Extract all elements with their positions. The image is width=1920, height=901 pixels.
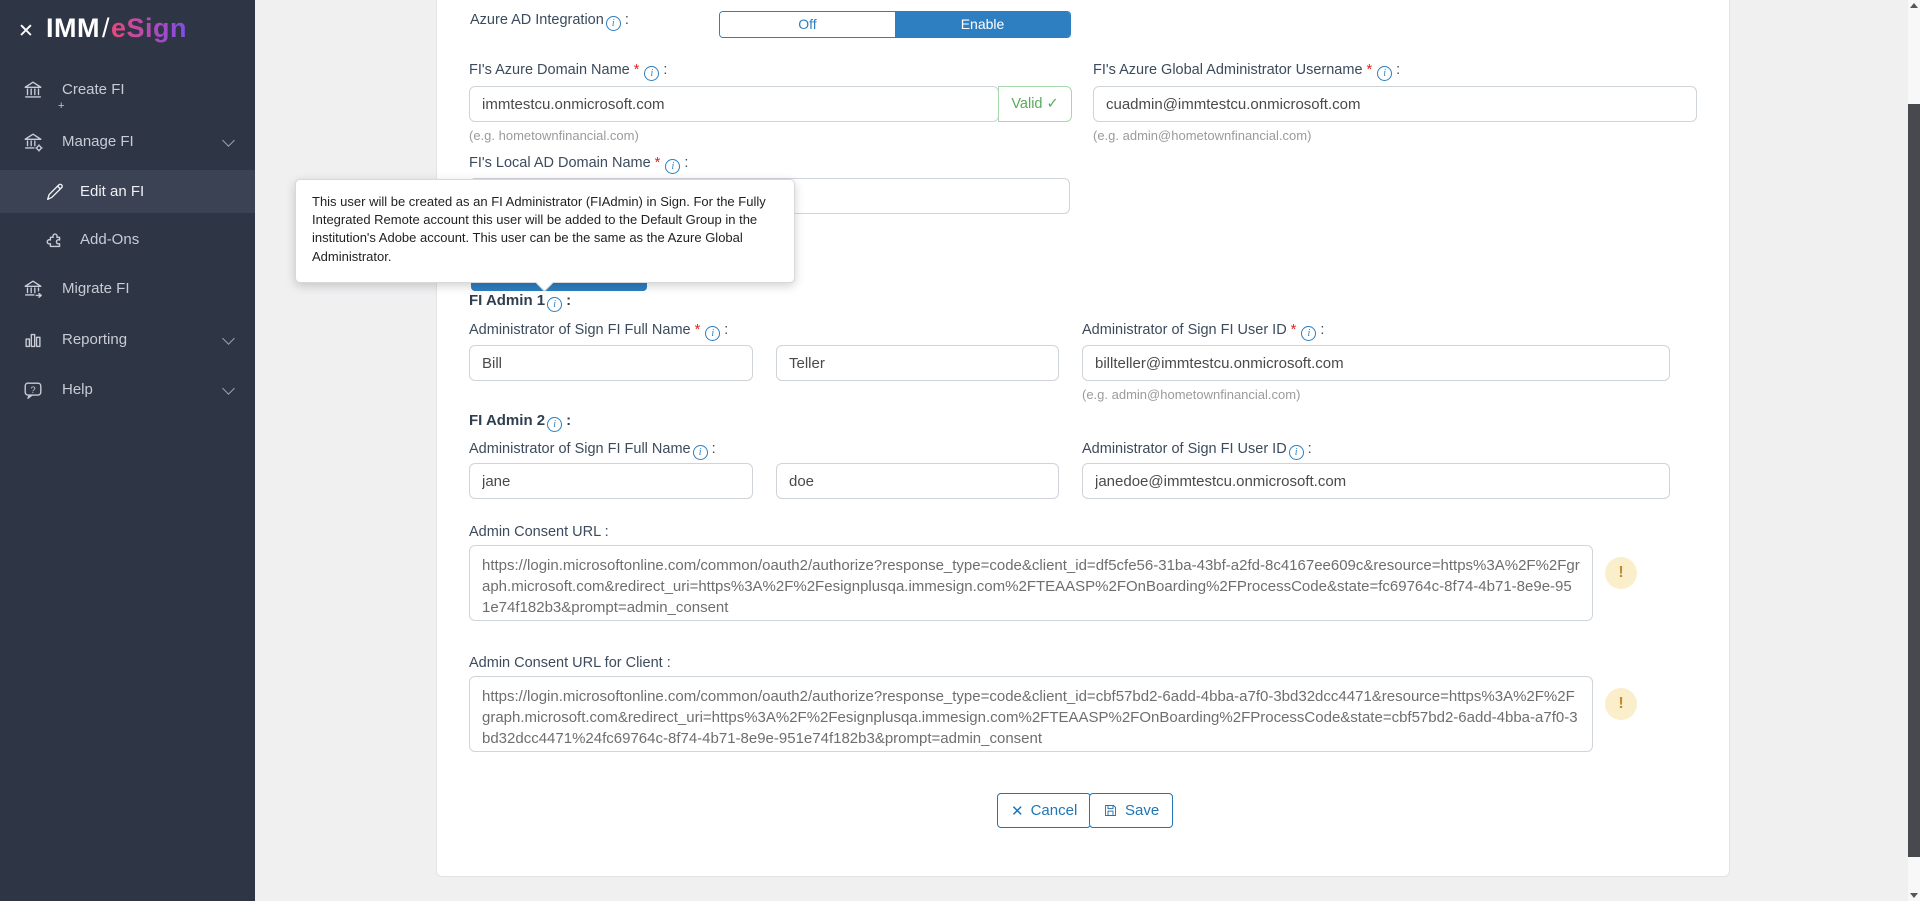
local-ad-domain-label: FI's Local AD Domain Name * i : (469, 155, 689, 172)
admin2-first-name-input[interactable] (469, 463, 753, 499)
sidebar-item-label: Edit an FI (80, 183, 145, 200)
fi-admin-tooltip (295, 179, 795, 283)
cancel-x-icon: ✕ (1011, 802, 1024, 820)
sidebar-item-label: Create FI (62, 81, 125, 98)
tooltip-text: This user will be created as an FI Administrator (FIAdmin) in Sign. For the Fully Integrated Remote account this user will be added to the Default Group in the institution's Adobe account. This user can be the same as the Azure Global Administrator. (312, 194, 766, 264)
azure-ad-toggle (719, 11, 1071, 38)
info-icon[interactable]: i (693, 445, 708, 460)
chevron-down-icon (222, 382, 235, 395)
sidebar-item-label: Reporting (62, 331, 128, 348)
azure-admin-username-label: FI's Azure Global Administrator Username * i : (1093, 62, 1401, 79)
sidebar-item-add-ons[interactable] (0, 218, 255, 262)
sidebar-item-create-fi[interactable] (0, 68, 255, 112)
scrollbar-thumb[interactable] (1908, 104, 1920, 857)
admin1-first-name-input[interactable] (469, 345, 753, 381)
warning-icon[interactable]: ! (1605, 688, 1637, 720)
svg-text:?: ? (30, 384, 36, 395)
plus-glyph: + (58, 100, 65, 112)
sidebar-item-label: Manage FI (62, 133, 134, 150)
info-icon[interactable]: i (1377, 66, 1392, 81)
vertical-scrollbar[interactable] (1908, 0, 1920, 901)
logo-esign: eSign (111, 13, 188, 43)
admin1-user-id-label: Administrator of Sign FI User ID * i : (1082, 322, 1325, 339)
admin-consent-url-textarea[interactable] (469, 545, 1593, 621)
admin2-user-id-input[interactable] (1082, 463, 1670, 499)
sidebar-item-manage-fi[interactable] (0, 120, 255, 164)
app-logo (46, 13, 187, 44)
admin1-user-id-input[interactable] (1082, 345, 1670, 381)
info-icon[interactable]: i (665, 159, 680, 174)
admin2-full-name-label: Administrator of Sign FI Full Name i : (469, 441, 716, 458)
admin1-last-name-input[interactable] (776, 345, 1059, 381)
admin-consent-url-client-textarea[interactable] (469, 676, 1593, 752)
save-button[interactable]: Save (1089, 793, 1173, 828)
brand-row (0, 0, 255, 64)
admin1-user-id-hint: (e.g. admin@hometownfinancial.com) (1082, 387, 1301, 402)
scroll-up-icon[interactable] (1910, 3, 1918, 8)
azure-ad-integration-label: Azure AD Integration i : (470, 12, 629, 29)
bank-gear-icon (22, 131, 44, 153)
info-icon[interactable]: i (1289, 445, 1304, 460)
sidebar-item-label: Add-Ons (80, 231, 140, 248)
azure-domain-label: FI's Azure Domain Name * i : (469, 62, 668, 79)
scroll-down-icon[interactable] (1910, 893, 1918, 898)
info-icon[interactable]: i (644, 66, 659, 81)
chevron-down-icon (222, 332, 235, 345)
admin-consent-url-label: Admin Consent URL : (469, 524, 609, 540)
valid-status-badge: Valid ✓ (998, 86, 1072, 122)
bar-chart-icon (22, 329, 44, 351)
help-bubble-icon (22, 379, 44, 401)
fi-admin-1-heading: FI Admin 1 i : (469, 292, 572, 310)
save-floppy-icon (1103, 803, 1118, 818)
admin1-full-name-label: Administrator of Sign FI Full Name * i : (469, 322, 729, 339)
info-icon[interactable]: i (705, 326, 720, 341)
admin-consent-url-client-label: Admin Consent URL for Client : (469, 655, 671, 671)
fi-admin-2-heading: FI Admin 2 i : (469, 412, 572, 430)
sidebar-item-reporting[interactable] (0, 318, 255, 362)
toggle-enable-button[interactable]: Enable (895, 12, 1070, 37)
admin2-last-name-input[interactable] (776, 463, 1059, 499)
logo-imm: IMM (46, 13, 100, 43)
sidebar-item-edit-an-fi[interactable] (0, 170, 255, 213)
pencil-icon (44, 181, 66, 203)
sidebar-close-icon[interactable]: ✕ (18, 21, 34, 42)
check-icon: ✓ (1046, 96, 1059, 112)
info-icon[interactable]: i (547, 417, 562, 432)
cancel-button[interactable]: ✕ Cancel (997, 793, 1091, 828)
warning-icon[interactable]: ! (1605, 557, 1637, 589)
info-icon[interactable]: i (547, 297, 562, 312)
toggle-off-button[interactable]: Off (720, 12, 895, 37)
info-icon[interactable]: i (1301, 326, 1316, 341)
azure-domain-input[interactable] (469, 86, 999, 122)
logo-slash: / (101, 13, 110, 43)
admin2-user-id-label: Administrator of Sign FI User ID i : (1082, 441, 1312, 458)
sidebar-item-label: Migrate FI (62, 280, 130, 297)
azure-admin-hint: (e.g. admin@hometownfinancial.com) (1093, 128, 1312, 143)
bank-arrow-icon (22, 278, 44, 300)
azure-domain-hint: (e.g. hometownfinancial.com) (469, 128, 639, 143)
info-icon[interactable]: i (606, 16, 621, 31)
sidebar-item-help[interactable] (0, 368, 255, 412)
sidebar (0, 0, 255, 901)
bank-plus-icon (22, 79, 65, 112)
sidebar-item-label: Help (62, 381, 93, 398)
chevron-down-icon (222, 134, 235, 147)
puzzle-icon (44, 229, 66, 251)
sidebar-item-migrate-fi[interactable] (0, 267, 255, 311)
azure-admin-username-input[interactable] (1093, 86, 1697, 122)
